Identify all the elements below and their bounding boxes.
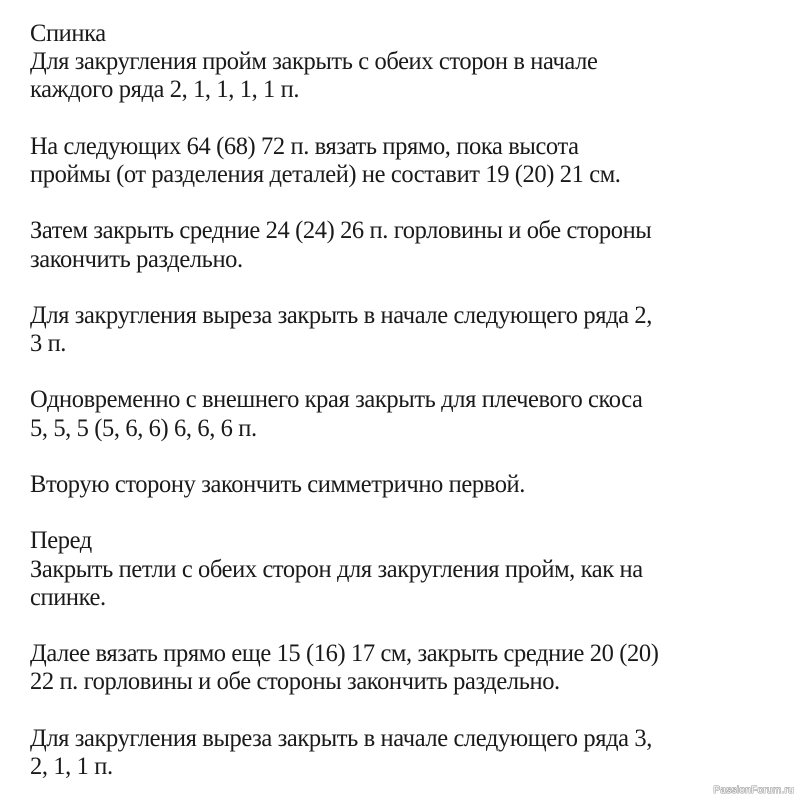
paragraph-line: 3 п. <box>30 330 67 358</box>
paragraph-line: Одновременно с внешнего края закрыть для плечевого скоса <box>30 386 643 414</box>
section-heading-back: Спинка <box>30 20 106 47</box>
paragraph-line: проймы (от разделения деталей) не составит 19 (20) 21 см. <box>30 160 621 188</box>
paragraph-spacer <box>30 358 790 386</box>
paragraph-line: Для закругления пройм закрыть с обеих сторон в начале <box>30 48 598 76</box>
paragraph-line: 22 п. горловины и обе стороны закончить раздельно. <box>30 668 560 696</box>
paragraph-spacer <box>30 189 790 217</box>
paragraph-line: Для закругления выреза закрыть в начале следующего ряда 2, <box>30 301 652 329</box>
paragraph-spacer <box>30 697 790 725</box>
paragraph-spacer <box>30 612 790 640</box>
paragraph-line: каждого ряда 2, 1, 1, 1, 1 п. <box>30 76 300 104</box>
paragraph-line: Закрыть петли с обеих сторон для закругления пройм, как на <box>30 555 643 583</box>
paragraph-spacer <box>30 105 790 133</box>
paragraph-line: 5, 5, 5 (5, 6, 6) 6, 6, 6 п. <box>30 414 257 442</box>
document-page <box>30 20 790 781</box>
paragraph-line: закончить раздельно. <box>30 245 243 273</box>
paragraph-line: На следующих 64 (68) 72 п. вязать прямо, пока высота <box>30 132 579 160</box>
paragraph-spacer <box>30 274 790 302</box>
paragraph-spacer <box>30 443 790 471</box>
paragraph-line: Для закругления выреза закрыть в начале следующего ряда 3, <box>30 724 652 752</box>
paragraph-line: 2, 1, 1 п. <box>30 752 113 780</box>
paragraph-line: Вторую сторону закончить симметрично первой. <box>30 471 526 498</box>
watermark: PassionForum.ru <box>713 785 794 796</box>
paragraph-spacer <box>30 499 790 527</box>
paragraph-line: Затем закрыть средние 24 (24) 26 п. горловины и обе стороны <box>30 217 652 245</box>
paragraph-line: спинке. <box>30 583 106 611</box>
section-heading-front: Перед <box>30 527 92 555</box>
paragraph-line: Далее вязать прямо еще 15 (16) 17 см, закрыть средние 20 (20) <box>30 640 659 668</box>
